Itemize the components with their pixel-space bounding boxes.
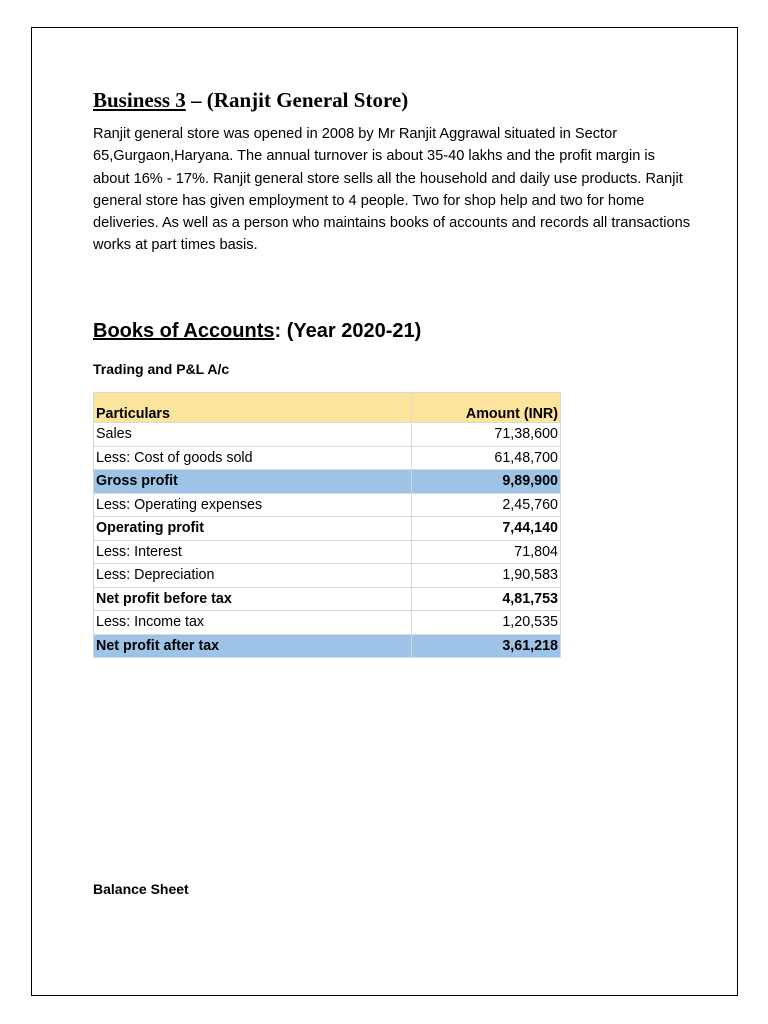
row-label: Net profit after tax (94, 634, 412, 658)
table-row (94, 564, 561, 588)
row-amount: 61,48,700 (412, 446, 561, 470)
row-label: Less: Income tax (94, 611, 412, 635)
row-label: Operating profit (94, 517, 412, 541)
table-row (94, 517, 561, 541)
row-label: Sales (94, 423, 412, 447)
header-particulars: Particulars (94, 393, 412, 423)
row-label: Gross profit (94, 470, 412, 494)
table-row (94, 493, 561, 517)
row-label: Net profit before tax (94, 587, 412, 611)
books-heading (93, 320, 421, 343)
books-heading-underlined: Books of Accounts (93, 320, 275, 342)
row-amount: 7,44,140 (412, 517, 561, 541)
table-row (94, 611, 561, 635)
row-amount: 3,61,218 (412, 634, 561, 658)
table-row (94, 634, 561, 658)
page-title (93, 88, 408, 113)
row-amount: 71,804 (412, 540, 561, 564)
table-row (94, 446, 561, 470)
title-rest: – (Ranjit General Store) (185, 88, 409, 112)
table-row (94, 540, 561, 564)
row-label: Less: Operating expenses (94, 493, 412, 517)
table-header-row (94, 393, 561, 423)
trading-heading: Trading and P&L A/c (93, 361, 230, 377)
title-underlined: Business 3 (93, 88, 186, 112)
table-row (94, 587, 561, 611)
header-amount: Amount (INR) (412, 393, 561, 423)
table-row (94, 423, 561, 447)
table-row (94, 470, 561, 494)
row-amount: 4,81,753 (412, 587, 561, 611)
row-label: Less: Depreciation (94, 564, 412, 588)
books-heading-rest: : (Year 2020-21) (274, 320, 422, 342)
row-amount: 9,89,900 (412, 470, 561, 494)
row-amount: 1,90,583 (412, 564, 561, 588)
row-label: Less: Cost of goods sold (94, 446, 412, 470)
row-amount: 2,45,760 (412, 493, 561, 517)
balance-sheet-heading: Balance Sheet (93, 881, 189, 897)
row-label: Less: Interest (94, 540, 412, 564)
row-amount: 71,38,600 (412, 423, 561, 447)
trading-pl-table (93, 392, 561, 658)
row-amount: 1,20,535 (412, 611, 561, 635)
business-description: Ranjit general store was opened in 2008 by Mr Ranjit Aggrawal situated in Sector 65,Gurgaon,Haryana. The annual turnover is about 35-40 lakhs and the profit margin is about 16% - 17%. Ranjit general store sells all the household and daily use products. Ranjit general store has given employment to 4 people. Two for shop help and two for home deliveries. As well as a person who maintains books of accounts and records all transactions works at part times basis. (93, 126, 691, 254)
